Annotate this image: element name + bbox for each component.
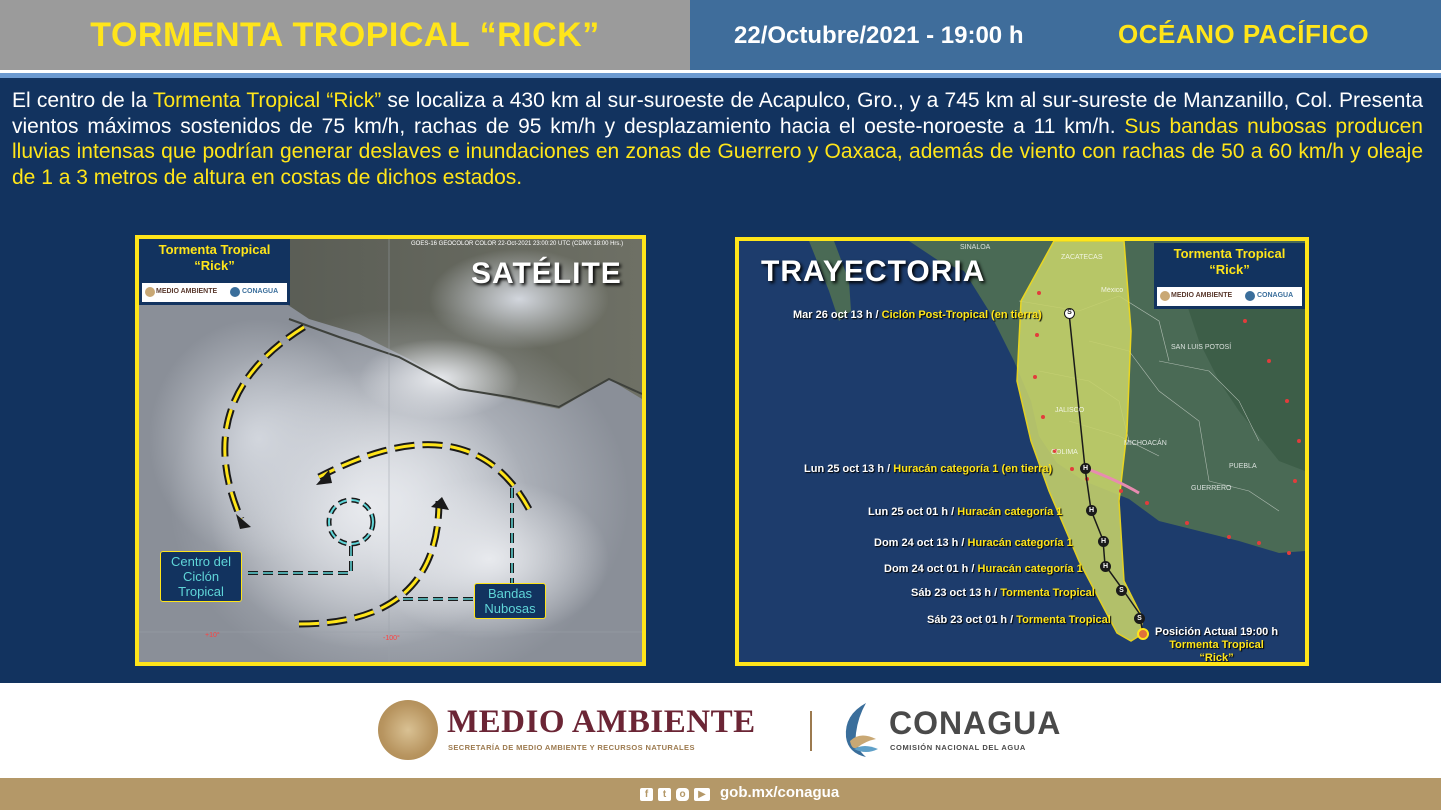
storm-marker-icon: S xyxy=(1116,585,1127,596)
state-label: COLIMA xyxy=(1051,449,1078,456)
badge-logos xyxy=(1157,287,1302,306)
bulletin-text-details: se localiza a 430 km al sur-suroeste de Acapulco, Gro., y a 745 km al sur-sureste de Manzanillo, Col. Presenta vientos máximos sostenidos de 75 km/h, rachas de 95 km/h y desplazamiento hacia el oeste-noroeste a 11 km/h. xyxy=(12,89,1423,138)
bulletin-date: 22/Octubre/2021 - 19:00 h xyxy=(734,22,1024,49)
longitude-label: -100° xyxy=(383,635,400,642)
forecast-desc: Huracán categoría 1 xyxy=(977,563,1083,575)
current-position-storm: Tormenta Tropical xyxy=(1169,639,1264,651)
badge-line-2: “Rick” xyxy=(194,258,235,273)
conagua-logo: CONAGUA xyxy=(889,705,1062,741)
header-divider-blue xyxy=(0,73,1441,78)
current-position-name: “Rick” xyxy=(1199,652,1234,664)
state-label: SINALOA xyxy=(960,244,991,251)
forecast-label xyxy=(874,537,1073,549)
callout-line: Nubosas xyxy=(484,601,536,616)
forecast-desc: Tormenta Tropical xyxy=(1016,614,1111,626)
footer xyxy=(0,683,1441,778)
forecast-time: Sáb 23 oct 13 h / xyxy=(911,587,1001,599)
satellite-title: SATÉLITE xyxy=(471,257,622,290)
state-label: México xyxy=(1101,287,1124,294)
callout-line: Centro del xyxy=(171,554,231,569)
badge-title xyxy=(139,242,290,274)
bands-callout xyxy=(474,583,546,619)
forecast-desc: Tormenta Tropical xyxy=(1000,587,1095,599)
national-seal-icon xyxy=(378,700,438,760)
seal-icon xyxy=(145,287,155,297)
ocean-label: OCÉANO PACÍFICO xyxy=(1118,19,1370,49)
storm-marker-icon: S xyxy=(1134,613,1145,624)
callout-line: Bandas xyxy=(487,586,533,601)
conagua-icon xyxy=(230,287,240,297)
state-label: GUERRERO xyxy=(1191,485,1232,492)
state-label: ZACATECAS xyxy=(1061,254,1103,261)
callout-line: Tropical xyxy=(178,584,224,599)
trajectory-panel xyxy=(735,237,1309,666)
conagua-icon xyxy=(1245,291,1255,301)
forecast-time: Dom 24 oct 13 h / xyxy=(874,537,968,549)
latitude-label: +10° xyxy=(205,632,220,639)
trajectory-title: TRAYECTORIA xyxy=(761,255,986,288)
storm-badge xyxy=(139,239,290,305)
badge-logo-left: MEDIO AMBIENTE xyxy=(156,288,218,295)
badge-line-1: Tormenta Tropical xyxy=(158,242,271,257)
medio-ambiente-subtitle: SECRETARÍA DE MEDIO AMBIENTE Y RECURSOS NATURALES xyxy=(448,743,695,752)
page-title: TORMENTA TROPICAL “RICK” xyxy=(90,16,600,54)
website-link[interactable]: gob.mx/conagua xyxy=(720,784,840,801)
current-position-icon xyxy=(1137,628,1149,640)
forecast-label xyxy=(868,506,1062,518)
forecast-label xyxy=(927,614,1111,626)
forecast-label xyxy=(884,563,1083,575)
bulletin-warning: Sus bandas nubosas producen lluvias intensas que podrían generar deslaves e inundaciones en zonas de Guerrero y Oaxaca, además de viento con rachas de 50 a 60 km/h y oleaje de 1 a 3 metros de altura en costas de dichos estados. xyxy=(12,114,1423,189)
facebook-icon[interactable]: f xyxy=(640,788,653,801)
badge-line-2: “Rick” xyxy=(1209,262,1250,277)
badge-logo-left: MEDIO AMBIENTE xyxy=(1171,292,1233,299)
post-tropical-marker-icon: S xyxy=(1064,308,1075,319)
forecast-time: Dom 24 oct 01 h / xyxy=(884,563,978,575)
hurricane-marker-icon: H xyxy=(1100,561,1111,572)
hurricane-marker-icon: H xyxy=(1098,536,1109,547)
current-position-time: Posición Actual 19:00 h xyxy=(1155,626,1279,638)
state-label: PUEBLA xyxy=(1229,463,1257,470)
twitter-icon[interactable]: t xyxy=(658,788,671,801)
youtube-icon[interactable]: ▶ xyxy=(694,788,710,801)
forecast-desc: Huracán categoría 1 xyxy=(967,537,1073,549)
badge-line-1: Tormenta Tropical xyxy=(1173,246,1286,261)
forecast-desc: Ciclón Post-Tropical (en tierra) xyxy=(881,309,1042,321)
seal-icon xyxy=(1160,291,1170,301)
state-label: SAN LUIS POTOSÍ xyxy=(1171,344,1232,351)
hurricane-marker-icon: H xyxy=(1080,463,1091,474)
storm-name: Tormenta Tropical “Rick” xyxy=(153,89,382,112)
forecast-desc: Huracán categoría 1 xyxy=(957,506,1063,518)
badge-logo-right: CONAGUA xyxy=(242,288,279,295)
forecast-time: Lun 25 oct 13 h / xyxy=(804,463,894,475)
badge-title xyxy=(1154,246,1305,278)
state-label: JALISCO xyxy=(1055,407,1085,414)
forecast-time: Lun 25 oct 01 h / xyxy=(868,506,958,518)
bulletin-text xyxy=(12,88,1423,190)
satellite-caption: GOES-16 GEOCOLOR COLOR 22-Oct-2021 23:00:20 UTC (CDMX 18:00 Hrs.) xyxy=(411,241,624,247)
badge-logo-right: CONAGUA xyxy=(1257,292,1294,299)
conagua-subtitle: COMISIÓN NACIONAL DEL AGUA xyxy=(890,743,1026,752)
forecast-label xyxy=(911,587,1095,599)
satellite-panel xyxy=(135,235,646,666)
forecast-label xyxy=(804,463,1052,475)
medio-ambiente-logo: MEDIO AMBIENTE xyxy=(447,704,756,740)
current-position-label xyxy=(1155,626,1278,665)
forecast-time: Sáb 23 oct 01 h / xyxy=(927,614,1017,626)
bulletin-text-intro: El centro de la xyxy=(12,89,153,112)
badge-logos xyxy=(142,283,287,302)
callout-line: Ciclón xyxy=(182,569,220,584)
logo-divider xyxy=(810,711,812,751)
instagram-icon[interactable]: o xyxy=(676,788,689,801)
forecast-desc: Huracán categoría 1 (en tierra) xyxy=(893,463,1053,475)
forecast-label xyxy=(793,309,1042,321)
hurricane-marker-icon: H xyxy=(1086,505,1097,516)
storm-badge xyxy=(1154,243,1305,309)
conagua-logo-icon xyxy=(836,701,880,759)
forecast-time: Mar 26 oct 13 h / xyxy=(793,309,882,321)
state-label: MICHOACÁN xyxy=(1124,440,1167,447)
center-callout xyxy=(160,551,242,602)
